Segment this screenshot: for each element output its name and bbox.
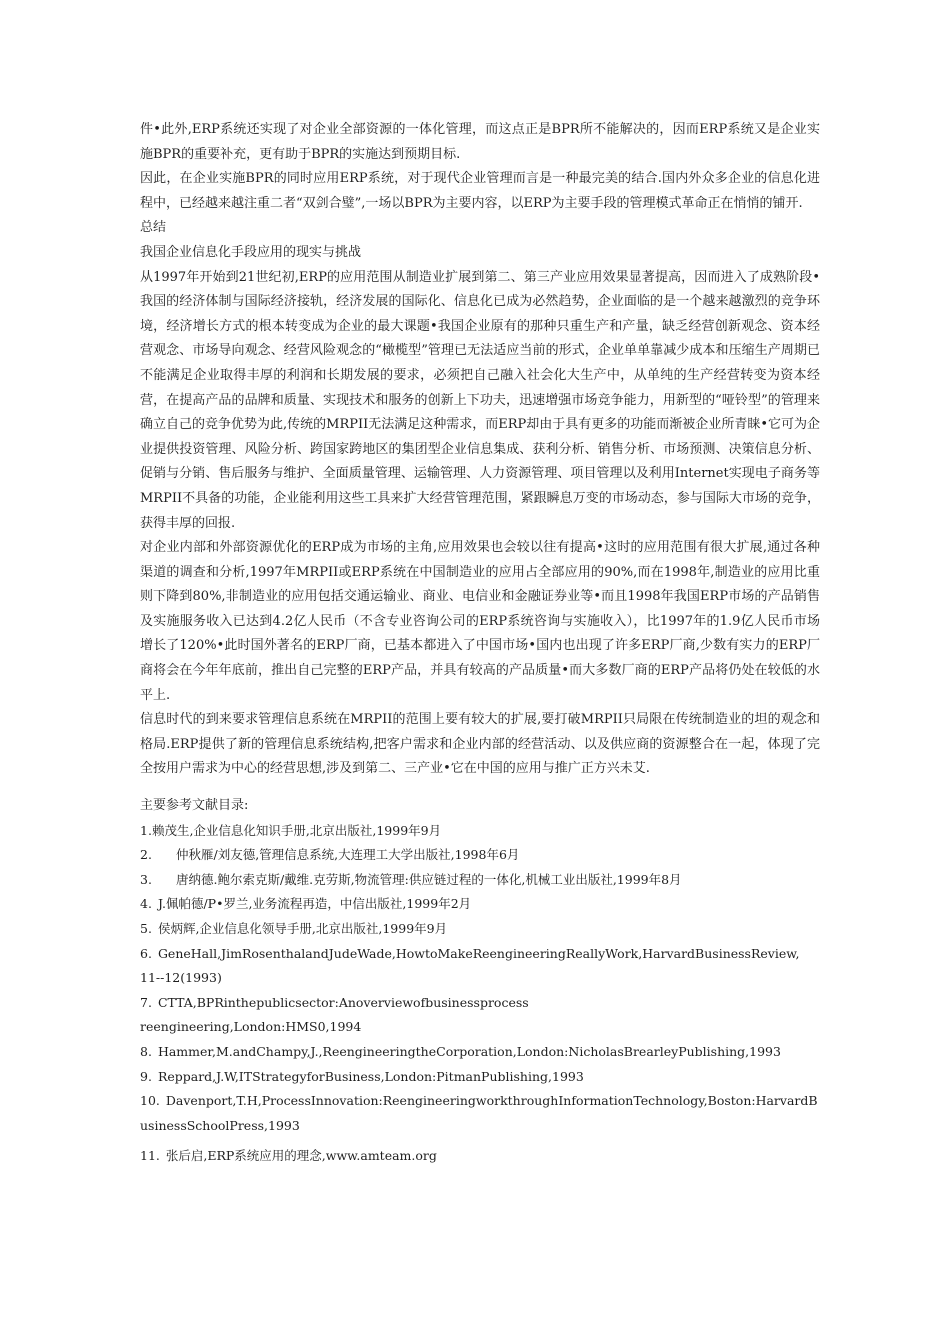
reference-text: GeneHall,JimRosenthalandJudeWade,HowtoMakeReengineeringReallyWork,HarvardBusinessReview, xyxy=(157,945,800,961)
paragraph: 因此，在企业实施BPR的同时应用ERP系统，对于现代企业管理而言是一种最完美的结合.国内外众多企业的信息化进程中，已经越来越注重二者“双剑合璧”,一场以BPR为主要内容，以ERP为主要手段的管理模式革命正在悄悄的铺开. xyxy=(140,171,820,211)
reference-text: Hammer,M.andChampy,J.,ReengineeringtheCorporation,London:NicholasBrearleyPublishing,1993 xyxy=(157,1043,781,1059)
reference-number: 4. xyxy=(140,896,152,912)
reference-item xyxy=(140,1040,820,1065)
reference-item xyxy=(140,819,820,844)
reference-text: Reppard,J.W,ITStrategyforBusiness,London:PitmanPublishing,1993 xyxy=(157,1068,584,1084)
reference-text: 赖茂生,企业信息化知识手册,北京出版社,1999年9月 xyxy=(151,822,442,838)
reference-text: 唐纳德.鲍尔索克斯/戴维.克劳斯,物流管理:供应链过程的一体化,机械工业出版社,1999年8月 xyxy=(176,871,682,887)
reference-item xyxy=(140,892,820,917)
reference-text: 仲秋雁/刘友德,管理信息系统,大连理工大学出版社,1998年6月 xyxy=(176,847,520,863)
reference-number: 10. xyxy=(140,1093,160,1109)
reference-item xyxy=(140,843,820,868)
reference-text: Davenport,T.H,ProcessInnovation:ReengineeringworkthroughInformationTechnology,Boston:HarvardBusinessSchoolPress,1993 xyxy=(140,1093,818,1133)
reference-item xyxy=(140,1065,820,1090)
paragraph: 信息时代的到来要求管理信息系统在MRPII的范围上要有较大的扩展,要打破MRPII只局限在传统制造业的坦的观念和格局.ERP提供了新的管理信息系统结构,把客户需求和企业内部的经营活动、以及供应商的资源整合在一起，体现了完全按用户需求为中心的经营思想,涉及到第二、三产业•它在中国的应用与推广正方兴未艾. xyxy=(140,712,820,777)
reference-text: 侯炳辉,企业信息化领导手册,北京出版社,1999年9月 xyxy=(157,921,448,936)
reference-item xyxy=(140,868,820,893)
reference-number: 2. xyxy=(140,847,152,863)
references-title: 主要参考文献目录: xyxy=(140,798,249,814)
reference-number: 11. xyxy=(140,1148,160,1164)
reference-number: 1. xyxy=(140,822,152,838)
reference-number: 9. xyxy=(140,1068,152,1084)
reference-item xyxy=(140,991,820,1040)
reference-text-continued: reengineering,London:HMS0,1994 xyxy=(140,1019,362,1035)
reference-number: 6. xyxy=(140,945,152,961)
reference-item xyxy=(140,1089,820,1138)
reference-item xyxy=(140,917,820,942)
section-heading: 总结 xyxy=(140,220,167,236)
reference-item xyxy=(140,942,820,991)
reference-text-continued: 11--12(1993) xyxy=(140,970,222,986)
paragraph: 从1997年开始到21世纪初,ERP的应用范围从制造业扩展到第二、第三产业应用效果显著提高，因而进入了成熟阶段•我国的经济体制与国际经济接轨，经济发展的国际化、信息化已成为必然趋势，企业面临的是一个越来越激烈的竞争环境，经济增长方式的根本转变成为企业的最大课题•我国企业原有的那种只重生产和产量，缺乏经营创新观念、资本经营观念、市场导向观念、经营风险观念的“橄榄型”管理已无法适应当前的形式，企业单单靠减少成本和压缩生产周期已不能满足企业取得丰厚的利润和长期发展的要求，必须把自己融入社会化大生产中，从单纯的生产经营转变为资本经营，在提高产品的品牌和质量、实现技术和服务的创新上下功夫，迅速增强市场竞争能力，用新型的“哑铃型”的管理来确立自己的竞争优势为此,传统的MRPII无法满足这种需求，而ERP却由于具有更多的功能而渐被企业所青睐•它可为企业提供投资管理、风险分析、跨国家跨地区的集团型企业信息集成、获利分析、销售分析、市场预测、决策信息分析、促销与分销、售后服务与维护、全面质量管理、运输管理、人力资源管理、项目管理以及利用Internet实现电子商务等MRPII不具备的功能，企业能利用这些工具来扩大经营管理范围，紧跟瞬息万变的市场动态，参与国际大市场的竞争，获得丰厚的回报. xyxy=(140,269,820,531)
reference-item xyxy=(140,1144,820,1169)
reference-number: 3. xyxy=(140,871,152,887)
section-subheading: 我国企业信息化手段应用的现实与挑战 xyxy=(140,244,362,260)
reference-text: CTTA,BPRinthepublicsector:Anoverviewofbusinessprocess xyxy=(157,994,529,1010)
reference-number: 8. xyxy=(140,1043,152,1059)
paragraph: 件•此外,ERP系统还实现了对企业全部资源的一体化管理，而这点正是BPR所不能解决的，因而ERP系统又是企业实施BPR的重要补充，更有助于BPR的实施达到预期目标. xyxy=(140,122,820,162)
body-text xyxy=(140,118,820,782)
document-page xyxy=(140,118,820,1169)
references-section xyxy=(140,794,820,1169)
reference-text: J.佩帕德/P•罗兰,业务流程再造，中信出版社,1999年2月 xyxy=(157,896,472,912)
reference-text: 张后启,ERP系统应用的理念,www.amteam.org xyxy=(165,1148,437,1164)
reference-number: 7. xyxy=(140,994,152,1010)
reference-number: 5. xyxy=(140,921,152,936)
paragraph: 对企业内部和外部资源优化的ERP成为市场的主角,应用效果也会较以往有提高•这时的应用范围有很大扩展,通过各种渠道的调查和分析,1997年MRPII或ERP系统在中国制造业的应用占全部应用的90%,而在1998年,制造业的应用比重则下降到80%,非制造业的应用包括交通运输业、商业、电信业和金融证券业等•而且1998年我国ERP市场的产品销售及实施服务收入已达到4.2亿人民币（不含专业咨询公司的ERP系统咨询与实施收入），比1997年的1.9亿人民币市场增长了120%•此时国外著名的ERP厂商，已基本都进入了中国市场•国内也出现了许多ERP厂商,少数有实力的ERP厂商将会在今年年底前，推出自己完整的ERP产品，并具有较高的产品质量•而大多数厂商的ERP产品将仍处在较低的水平上. xyxy=(140,540,820,703)
